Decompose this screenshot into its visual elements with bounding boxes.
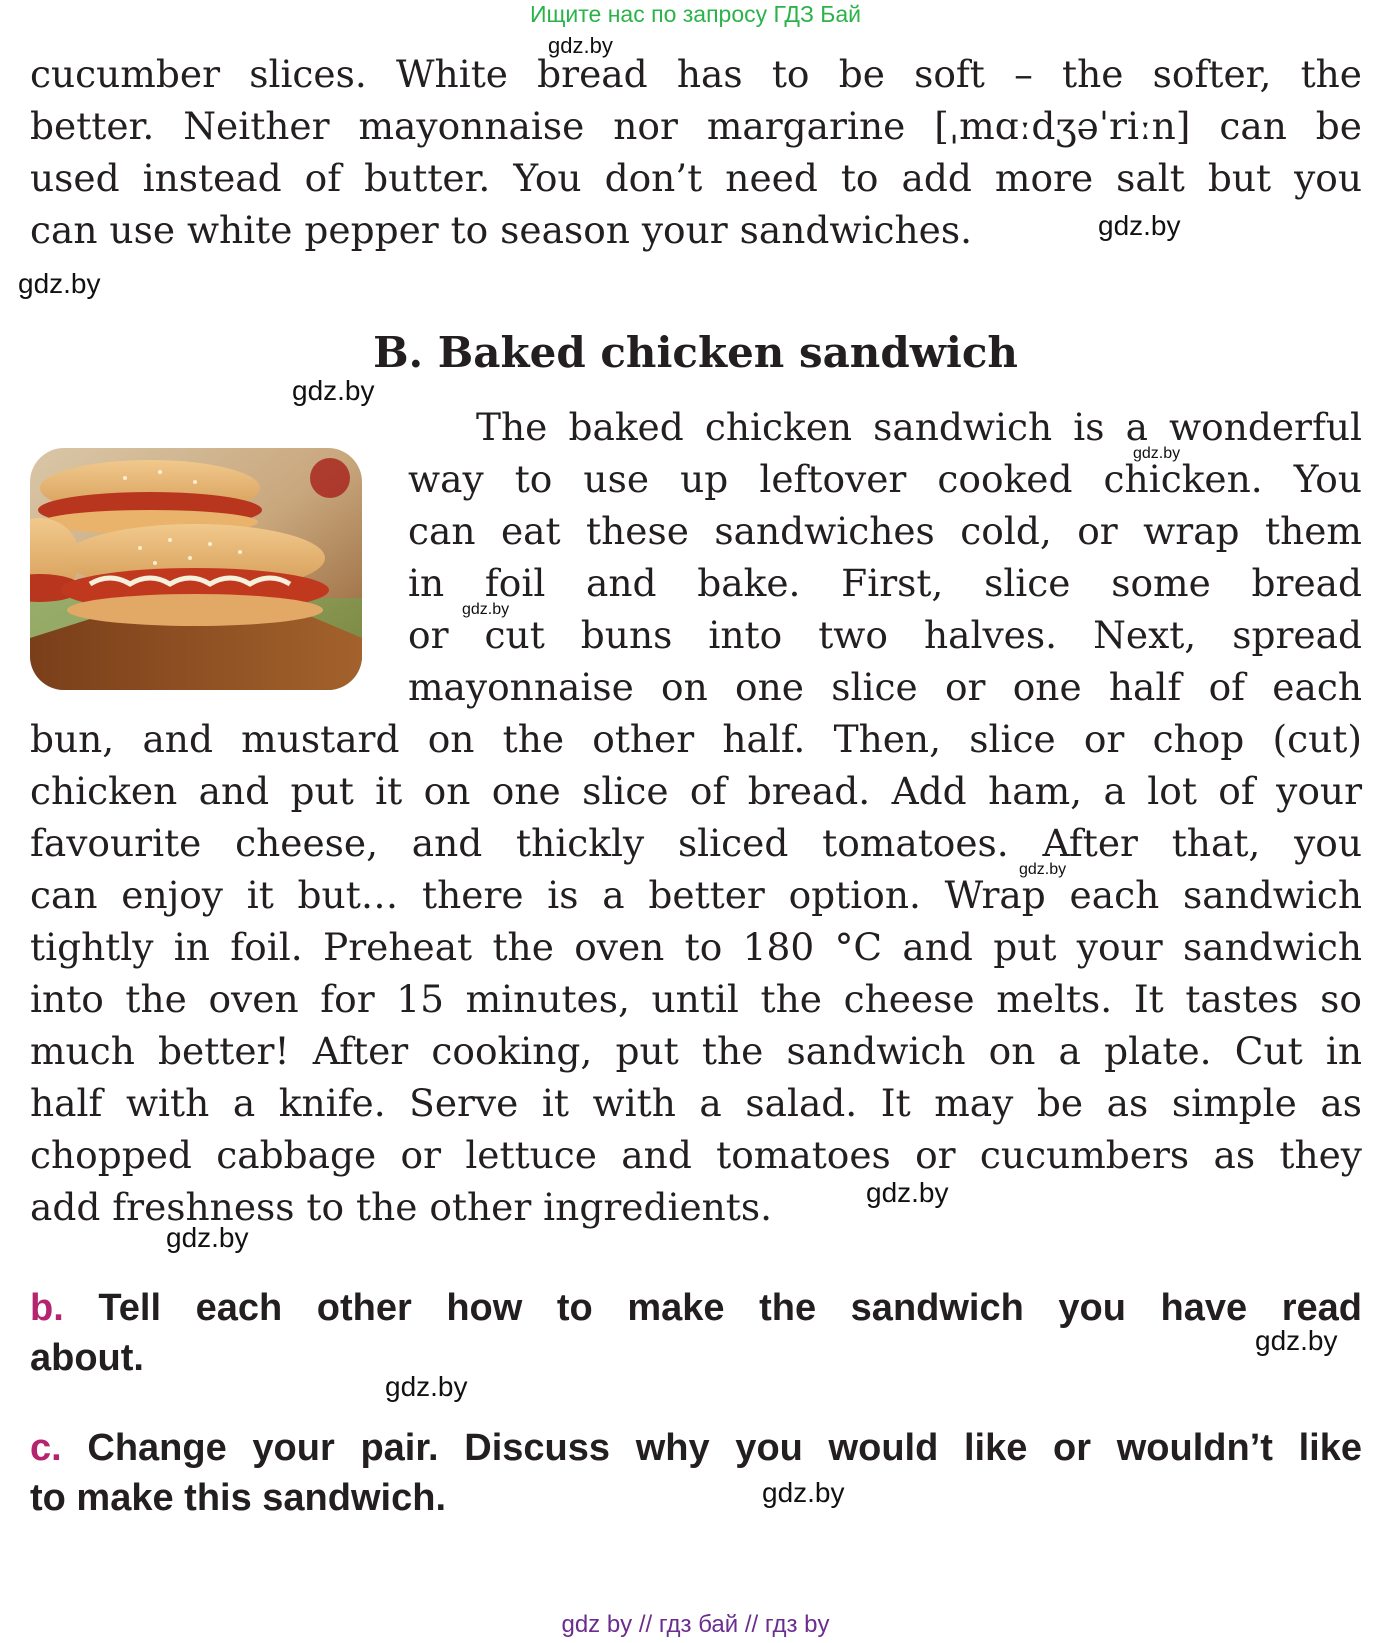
paragraph-line: much better! After cooking, put the sandwich on a plate. Cut in bbox=[30, 1029, 1362, 1073]
task-letter: b. bbox=[30, 1287, 64, 1329]
watermark: gdz.by bbox=[385, 1371, 468, 1402]
intro-line: used instead of butter. You don’t need to add more salt but you bbox=[30, 156, 1362, 200]
paragraph-line: in foil and bake. First, slice some bread bbox=[408, 561, 1362, 605]
watermark: gdz.by bbox=[762, 1477, 845, 1508]
watermark: gdz.by bbox=[866, 1177, 949, 1208]
paragraph-line: half with a knife. Serve it with a salad. It may be as simple as bbox=[30, 1081, 1362, 1125]
paragraph-line: can enjoy it but… there is a better option. Wrap each sandwich bbox=[30, 873, 1362, 917]
watermark: gdz.by bbox=[1019, 861, 1067, 878]
task-b bbox=[30, 1283, 1362, 1333]
paragraph-line: chicken and put it on one slice of bread. Add ham, a lot of your bbox=[30, 769, 1362, 813]
watermark: gdz.by bbox=[462, 601, 510, 618]
task-c-continuation: to make this sandwich. bbox=[30, 1477, 446, 1519]
watermark: gdz.by bbox=[18, 268, 101, 299]
task-text: Change your pair. Discuss why you would like or wouldn’t like bbox=[87, 1427, 1362, 1469]
paragraph-line: add freshness to the other ingredients. bbox=[30, 1185, 773, 1229]
paragraph-line: bun, and mustard on the other half. Then, slice or chop (cut) bbox=[30, 717, 1362, 761]
intro-line: can use white pepper to season your sandwiches. bbox=[30, 208, 972, 252]
sandwich-photo bbox=[30, 448, 362, 690]
task-b-continuation: about. bbox=[30, 1337, 144, 1379]
paragraph-line: The baked chicken sandwich is a wonderful bbox=[476, 405, 1362, 449]
watermark: gdz.by bbox=[1133, 445, 1181, 462]
paragraph-line: chopped cabbage or lettuce and tomatoes or cucumbers as they bbox=[30, 1133, 1362, 1177]
section-title: B. Baked chicken sandwich bbox=[373, 328, 1018, 377]
intro-line: better. Neither mayonnaise nor margarine [ˌmɑːdʒəˈriːn] can be bbox=[30, 104, 1362, 148]
watermark: gdz.by bbox=[292, 375, 375, 406]
paragraph-line: favourite cheese, and thickly sliced tomatoes. After that, you bbox=[30, 821, 1362, 865]
watermark: gdz.by bbox=[166, 1222, 249, 1253]
watermark: gdz.by bbox=[1098, 210, 1181, 241]
task-c bbox=[30, 1423, 1362, 1473]
paragraph-line: tightly in foil. Preheat the oven to 180 °C and put your sandwich bbox=[30, 925, 1362, 969]
watermark: gdz.by bbox=[1255, 1325, 1338, 1356]
paragraph-line: way to use up leftover cooked chicken. You bbox=[408, 457, 1362, 501]
paragraph-line: can eat these sandwiches cold, or wrap them bbox=[408, 509, 1362, 553]
paragraph-line: mayonnaise on one slice or one half of each bbox=[408, 665, 1362, 709]
task-letter: c. bbox=[30, 1427, 62, 1469]
top-banner: Ищите нас по запросу ГДЗ Бай bbox=[529, 1, 862, 27]
watermark: gdz.by bbox=[548, 33, 613, 58]
sandwich-illustration bbox=[30, 448, 362, 690]
paragraph-line: or cut buns into two halves. Next, spread bbox=[408, 613, 1362, 657]
footer: gdz by // гдз бай // гдз by bbox=[561, 1611, 830, 1638]
intro-line: cucumber slices. White bread has to be soft – the softer, the bbox=[30, 52, 1362, 96]
paragraph-line: into the oven for 15 minutes, until the cheese melts. It tastes so bbox=[30, 977, 1362, 1021]
task-text: Tell each other how to make the sandwich you have read bbox=[98, 1287, 1362, 1329]
